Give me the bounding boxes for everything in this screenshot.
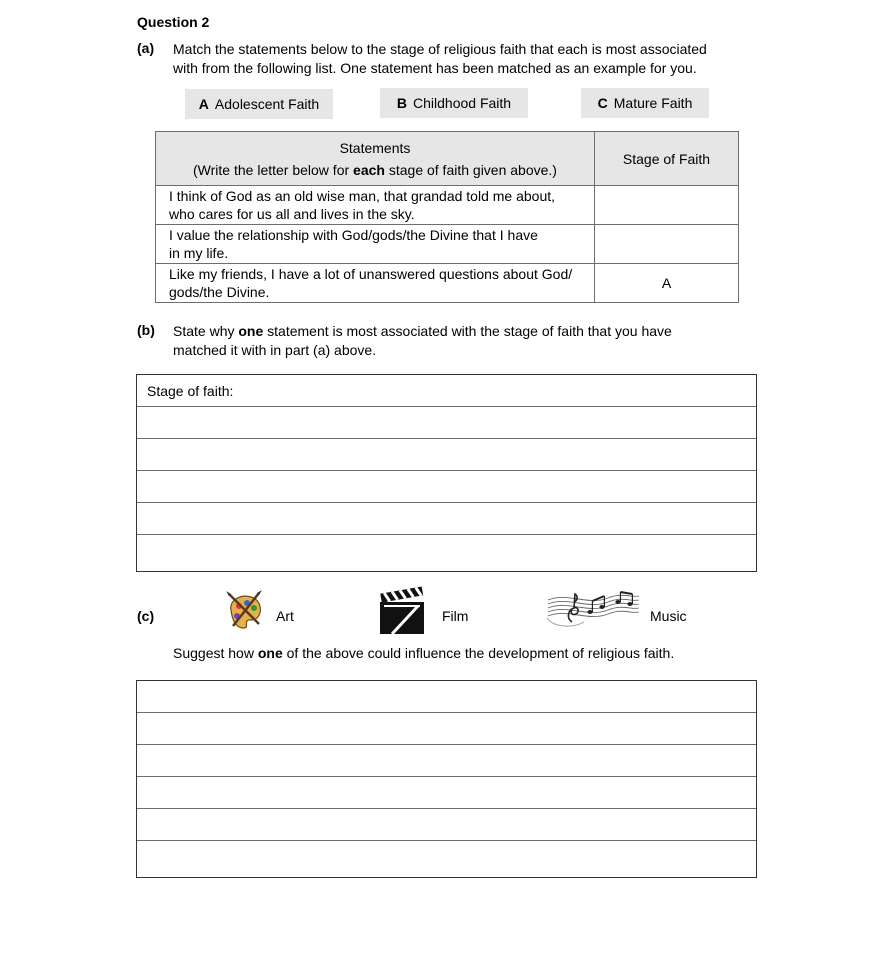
answer-line[interactable] — [137, 713, 756, 745]
answer-line[interactable] — [137, 745, 756, 777]
answer-line[interactable] — [137, 471, 756, 503]
table-row — [156, 264, 739, 303]
option-c-text: Mature Faith — [613, 95, 693, 111]
palette-icon — [223, 588, 267, 632]
statement-cell: I think of God as an old wise man, that grandad told me about, who cares for us all and lives in the sky. — [156, 186, 595, 225]
answer-cell-2[interactable] — [595, 225, 739, 264]
answer-line[interactable] — [137, 535, 756, 567]
answer-box-c[interactable] — [136, 680, 757, 878]
stage-header: Stage of Faith — [595, 132, 739, 186]
part-a-label: (a) — [137, 40, 155, 56]
part-b-label: (b) — [137, 322, 155, 338]
answer-line[interactable] — [137, 439, 756, 471]
table-row — [156, 186, 739, 225]
statements-header-title: Statements — [339, 139, 411, 156]
part-c-prompt: Suggest how one of the above could influence the development of religious faith. — [173, 645, 675, 661]
matching-table — [155, 131, 739, 303]
statement-cell: Like my friends, I have a lot of unanswered questions about God/ gods/the Divine. — [156, 264, 595, 303]
answer-line[interactable] — [137, 809, 756, 841]
answer-line[interactable] — [137, 777, 756, 809]
part-a-instructions — [173, 40, 707, 78]
answer-line[interactable] — [137, 503, 756, 535]
part-b-line-1: State why one statement is most associated with the stage of faith that you have — [173, 323, 672, 339]
statements-header — [156, 132, 595, 186]
part-b-instructions — [173, 322, 672, 360]
statement-cell: I value the relationship with God/gods/the Divine that I have in my life. — [156, 225, 595, 264]
answer-cell-3: A — [595, 264, 739, 303]
art-label: Art — [276, 608, 294, 624]
answer-line[interactable] — [137, 407, 756, 439]
part-a-line-1: Match the statements below to the stage of religious faith that each is most associated — [173, 41, 707, 57]
part-b-line-2: matched it with in part (a) above. — [173, 342, 377, 358]
clapperboard-icon — [378, 584, 426, 636]
option-a-letter: A — [198, 96, 209, 112]
option-b-text: Childhood Faith — [413, 95, 512, 111]
option-c-letter: C — [597, 95, 608, 111]
answer-line[interactable]: Stage of faith: — [137, 375, 756, 407]
matching-table-header — [156, 132, 739, 186]
answer-line[interactable] — [137, 681, 756, 713]
option-a-text: Adolescent Faith — [214, 96, 320, 112]
answer-cell-1[interactable] — [595, 186, 739, 225]
table-row — [156, 225, 739, 264]
music-staff-icon — [544, 588, 642, 632]
music-label: Music — [650, 608, 687, 624]
option-c — [581, 88, 709, 118]
question-title: Question 2 — [137, 14, 210, 30]
statements-header-instruction: (Write the letter below for each stage of faith given above.) — [193, 161, 557, 178]
part-c-label: (c) — [137, 608, 155, 624]
answer-box-b[interactable] — [136, 374, 757, 572]
film-label: Film — [442, 608, 469, 624]
answer-line[interactable] — [137, 841, 756, 873]
option-a — [185, 89, 333, 119]
option-b-letter: B — [396, 95, 408, 111]
option-b — [380, 88, 528, 118]
part-a-line-2: with from the following list. One statement has been matched as an example for you. — [173, 60, 697, 76]
